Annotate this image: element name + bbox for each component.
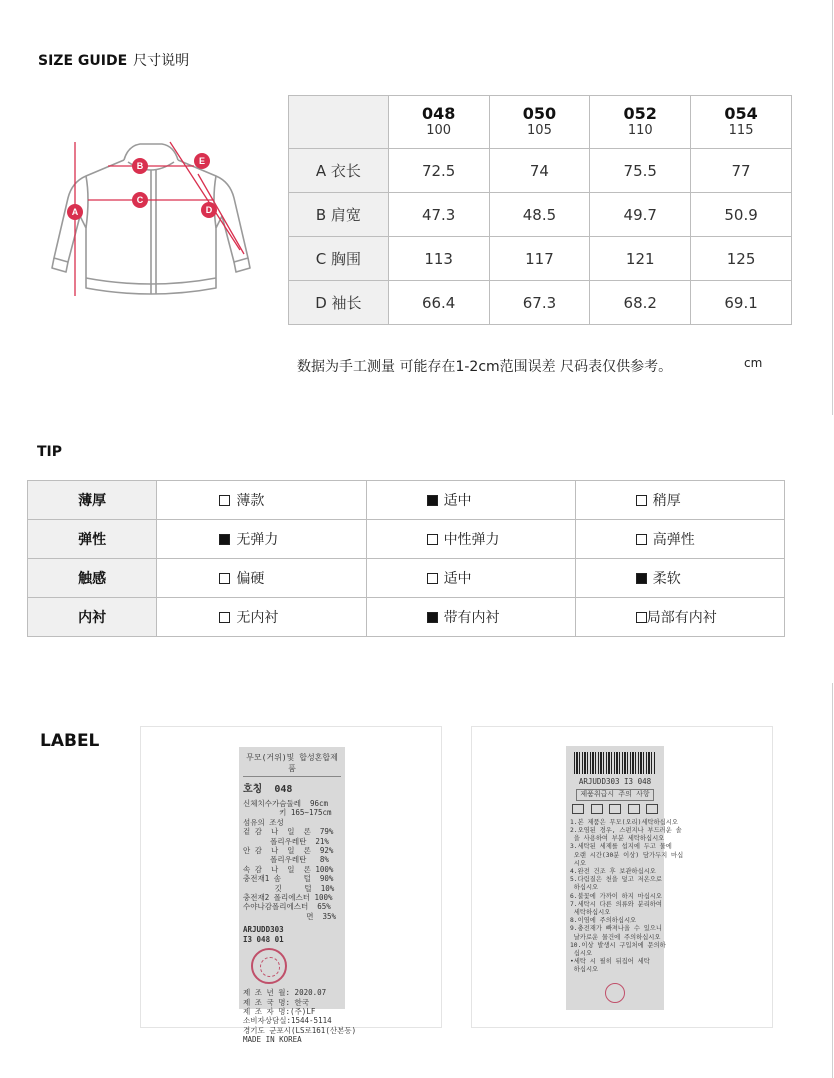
size-cell: 69.1 <box>691 281 792 325</box>
size-row-shoulder <box>289 193 792 237</box>
size-cell: 74 <box>489 149 590 193</box>
inspection-stamp-icon <box>251 948 287 984</box>
tag-code-block <box>243 921 341 944</box>
tip-row-elasticity <box>28 520 785 559</box>
size-guide-title <box>38 50 189 70</box>
tip-row-label: 薄厚 <box>28 481 157 520</box>
size-cell: 48.5 <box>489 193 590 237</box>
tumble-dry-icon <box>646 804 658 814</box>
size-table-header-row <box>289 96 792 149</box>
tag-line: 면 35% <box>243 911 337 921</box>
tag-line: 충전재2 폴리에스터 100% <box>243 893 333 903</box>
tip-option-text: 局部有内衬 <box>646 610 717 626</box>
bleach-icon <box>591 804 603 814</box>
tag-maker-line: MADE IN KOREA <box>243 1035 302 1045</box>
size-num: 115 <box>728 123 754 138</box>
tip-row-label: 弹性 <box>28 520 157 559</box>
size-row-label: A 衣长 <box>289 149 389 193</box>
size-guide-subtitle: 尺寸说明 <box>133 53 190 69</box>
care-tag-instructions <box>566 746 684 1010</box>
size-num: 100 <box>426 123 452 138</box>
size-code: 048 <box>421 104 456 123</box>
tip-table <box>27 480 785 637</box>
marker-c-label: C <box>136 195 144 205</box>
size-num: 105 <box>527 123 552 138</box>
tag-line: 깃 털 10% <box>243 883 335 893</box>
tag-line: 충전재1 솜 털 90% <box>243 874 334 884</box>
tag-maker-line: 제 조 국 명: 한국 <box>243 997 310 1007</box>
tag2-line: 오랜 시간(30분 이상) 담가두지 마십 <box>570 851 684 859</box>
checkbox-icon <box>636 495 647 506</box>
iron-icon <box>609 804 621 814</box>
size-row-sleeve <box>289 281 792 325</box>
care-tag-composition <box>239 747 357 1045</box>
tip-row-texture <box>28 559 785 598</box>
tag2-line: •세탁 시 필히 뒤집어 세탁 <box>570 958 650 966</box>
tag-line: 폴리우레탄 8% <box>243 855 329 865</box>
marker-b-label: B <box>136 161 144 171</box>
tip-option-text: 适中 <box>443 493 472 509</box>
size-cell: 66.4 <box>388 281 489 325</box>
size-col-050 <box>489 96 590 149</box>
tag2-line: 1.본 제품은 무모(오리)세탁하십시오 <box>570 818 678 826</box>
tag2-line: 십시오 <box>570 950 593 958</box>
checkbox-icon <box>427 573 438 584</box>
size-cell: 49.7 <box>590 193 691 237</box>
tag-code-line: ARJUDD303 <box>243 925 284 935</box>
tag2-line: 하십시오 <box>570 884 599 892</box>
tag-section-title: 제품취급시 주의 사항 <box>576 789 654 800</box>
tip-option <box>366 598 575 637</box>
tag-maker-line: 소비자상담실:1544-5114 <box>243 1016 332 1026</box>
tag-maker-line: 경기도 군포시(LS로161(산본동) <box>243 1025 357 1035</box>
size-code: 052 <box>623 104 657 123</box>
tip-option <box>366 481 575 520</box>
tag2-line: 시오 <box>570 859 586 867</box>
size-table-corner <box>289 96 389 149</box>
tip-option <box>575 559 784 598</box>
size-cell: 50.9 <box>691 193 792 237</box>
tag-line: 신체치수가슴둘레 96cm <box>243 799 329 808</box>
tag2-line: 2.오염된 경우, 스펀지나 부드러운 솔 <box>570 827 682 835</box>
tag-line: 겉 감 나 일 론 79% <box>243 827 334 837</box>
checkbox-icon <box>219 573 230 584</box>
page-edge-line <box>832 683 833 1078</box>
page-edge-line <box>832 0 833 415</box>
checkbox-icon <box>636 534 647 545</box>
tip-option-text: 带有内衬 <box>443 610 500 626</box>
tip-option-text: 柔软 <box>652 571 681 587</box>
checkbox-checked-icon <box>427 495 438 506</box>
tag2-line: 을 사용하여 부분 세탁하십시오 <box>570 835 665 843</box>
unit-label: cm <box>744 356 763 370</box>
tag-size <box>243 780 341 795</box>
tip-option-text: 无弹力 <box>236 532 279 548</box>
size-row-label: C 胸围 <box>289 237 389 281</box>
tag-line: 수야나감폴리에스터 65% <box>243 902 331 912</box>
tag-size-value: 048 <box>274 784 293 795</box>
tag-code: ARJUDD303 I3 048 <box>578 777 652 786</box>
tip-option <box>157 559 366 598</box>
size-code: 054 <box>724 104 758 123</box>
tip-row-thickness <box>28 481 785 520</box>
size-col-052 <box>590 96 691 149</box>
tip-option-text: 适中 <box>443 571 472 587</box>
size-cell: 113 <box>388 237 489 281</box>
tip-option <box>157 520 366 559</box>
size-col-048 <box>388 96 489 149</box>
tag-line: 키 165~175cm <box>243 808 332 818</box>
tag-line: 속 감 나 일 론 100% <box>243 864 334 874</box>
size-code: 050 <box>522 104 557 123</box>
size-cell: 75.5 <box>590 149 691 193</box>
checkbox-icon <box>427 534 438 545</box>
tip-option <box>575 520 784 559</box>
tip-option <box>366 520 575 559</box>
measurement-note: 数据为手工测量 可能存在1-2cm范围误差 尺码表仅供参考。 <box>297 359 673 375</box>
tag2-line: 날카로운 물건에 주의하십시오 <box>570 933 661 941</box>
label-photo-1 <box>140 726 442 1045</box>
tag2-line: 8.이염에 주의하십시오 <box>570 917 637 925</box>
size-row-length <box>289 149 792 193</box>
tip-option <box>157 481 366 520</box>
size-cell: 68.2 <box>590 281 691 325</box>
tag-code-line: I3 048 01 <box>243 934 284 944</box>
checkbox-checked-icon <box>427 612 438 623</box>
jacket-diagram <box>48 128 258 308</box>
barcode-icon <box>574 752 656 774</box>
marker-d-label: D <box>205 205 213 215</box>
tip-option <box>366 559 575 598</box>
tag-line: 폴리우레탄 21% <box>243 836 329 846</box>
tip-option <box>157 598 366 637</box>
tip-option-text: 无内衬 <box>236 610 279 626</box>
dry-clean-icon <box>628 804 640 814</box>
label-title: LABEL <box>40 731 100 751</box>
label-photo-2 <box>471 726 773 1028</box>
size-cell: 72.5 <box>388 149 489 193</box>
size-num: 110 <box>627 123 653 138</box>
tip-row-label: 内衬 <box>28 598 157 637</box>
tip-option-text: 稍厚 <box>652 493 681 509</box>
tag-line: 섬유의 조성 <box>243 817 284 827</box>
checkbox-checked-icon <box>636 573 647 584</box>
tip-option <box>575 598 784 637</box>
inspection-stamp-icon <box>605 983 625 1003</box>
tag2-line: 세탁하십시오 <box>570 909 611 917</box>
size-col-054 <box>691 96 792 149</box>
tip-option-text: 高弹性 <box>652 532 695 548</box>
tip-row-label: 触感 <box>28 559 157 598</box>
size-row-label: B 肩宽 <box>289 193 389 237</box>
tip-option-text: 薄款 <box>236 493 265 509</box>
size-cell: 117 <box>489 237 590 281</box>
tag2-line: 5.다림질은 천을 덮고 저온으로 <box>570 876 662 884</box>
tag2-line: 7.세탁시 다른 의류와 분리하여 <box>570 900 662 908</box>
size-cell: 67.3 <box>489 281 590 325</box>
tag-size-label: 호칭 <box>243 784 263 795</box>
tip-option-text: 偏硬 <box>236 571 265 587</box>
checkbox-checked-icon <box>219 534 230 545</box>
tip-option <box>575 481 784 520</box>
tag2-line: 하십시오 <box>570 966 599 974</box>
wash-icon <box>572 804 584 814</box>
size-guide-title-text: SIZE GUIDE <box>38 53 128 69</box>
tag2-line: 10.이상 발생시 구입처에 문의하 <box>570 941 666 949</box>
size-cell: 125 <box>691 237 792 281</box>
tag2-line: 4.완전 건조 후 보관하십시오 <box>570 868 656 876</box>
tag2-line: 9.충전재가 빠져나올 수 있으니 <box>570 925 662 933</box>
size-cell: 47.3 <box>388 193 489 237</box>
tip-row-lining <box>28 598 785 637</box>
tag-line: 안 감 나 일 론 92% <box>243 846 334 856</box>
size-cell: 77 <box>691 149 792 193</box>
tag-maker-line: 제 조 자 명:(주)LF <box>243 1006 316 1016</box>
marker-e-label: E <box>198 156 206 166</box>
size-cell: 121 <box>590 237 691 281</box>
checkbox-icon <box>636 612 647 623</box>
tip-title: TIP <box>37 444 63 460</box>
size-row-chest <box>289 237 792 281</box>
size-table <box>288 95 792 325</box>
care-symbols <box>572 804 658 814</box>
tag-maker-line: 제 조 년 월: 2020.07 <box>243 988 327 998</box>
checkbox-icon <box>219 495 230 506</box>
tip-option-text: 中性弹力 <box>443 532 500 548</box>
tag-header: 무모(거위)및 합성혼합제품 <box>243 752 341 777</box>
marker-a-label: A <box>71 207 79 217</box>
tag2-line: 6.불꽃에 가까이 하지 마십시오 <box>570 892 662 900</box>
size-row-label: D 袖长 <box>289 281 389 325</box>
tag2-line: 3.세탁된 세제를 섭지에 두고 물에 <box>570 843 672 851</box>
checkbox-icon <box>219 612 230 623</box>
